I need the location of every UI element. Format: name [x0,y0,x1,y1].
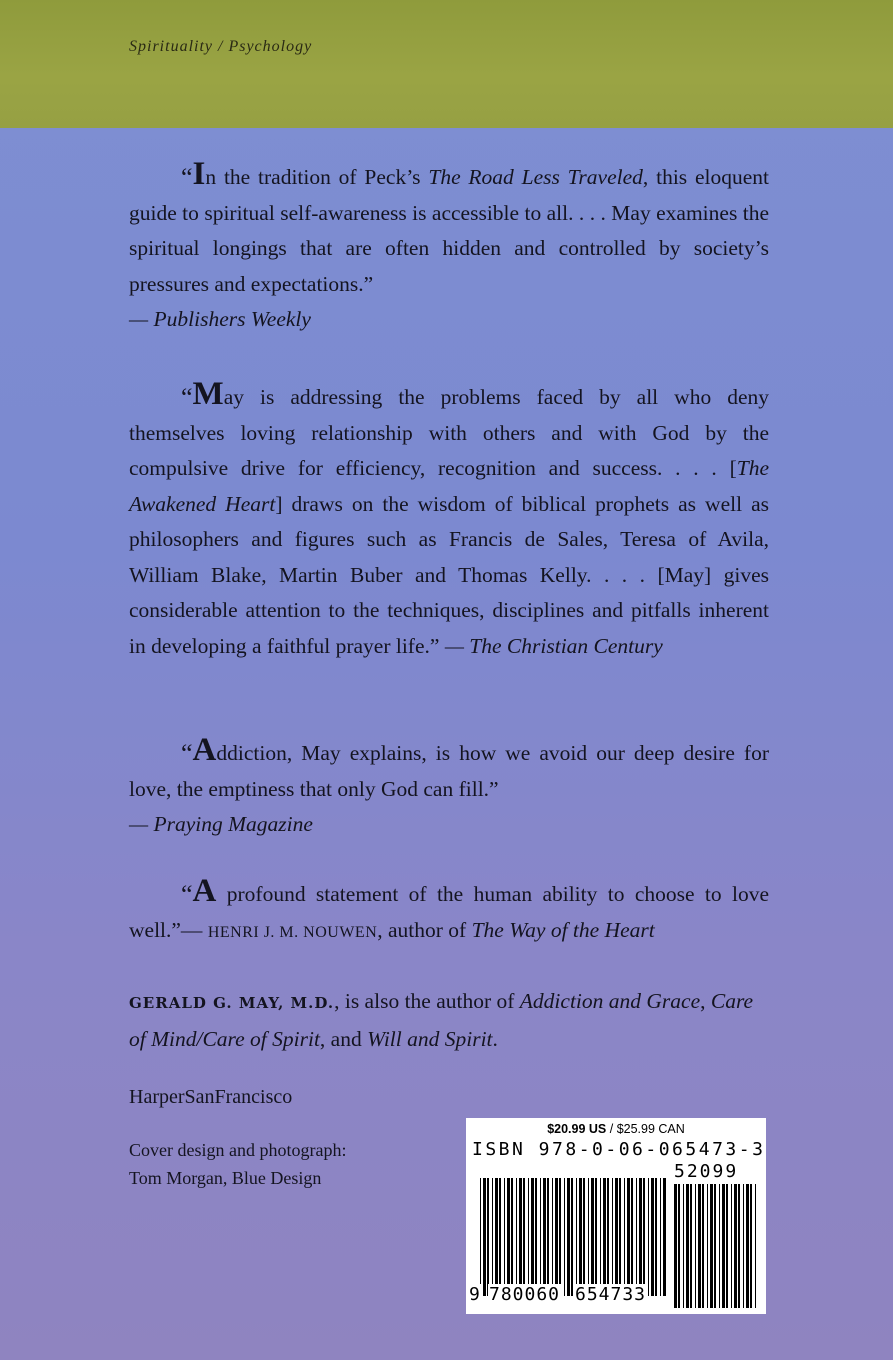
barcode-bar [690,1184,692,1308]
quote-title: The Awakened Heart [129,456,769,516]
quote-text-segment: ay is addressing the problems faced by all who deny themselves loving relationship with others and with God by the compulsive drive for efficiency, recognition and success. . . . [ [129,385,769,480]
barcode-bar [535,1178,537,1296]
barcode-bar [607,1178,609,1296]
cover-credit-line2: Tom Morgan, Blue Design [129,1168,322,1188]
barcode-bar [755,1184,756,1308]
bio-text: , and [319,1027,368,1051]
barcode-bar [636,1178,637,1296]
quote-text [129,875,769,950]
barcode-bar [660,1178,661,1296]
barcode-bar [722,1184,725,1308]
barcode-bar [595,1178,597,1296]
barcode-bar [504,1178,505,1296]
quote-text-segment: profound statement of the human ability to choose to love well.”— [129,882,769,942]
barcode-bar [528,1178,529,1296]
price-us: $20.99 US [547,1122,607,1136]
quote-text-segment: ddiction, May explains, is how we avoid our deep desire for love, the emptiness that only God can fill.” [129,741,769,801]
quote-text-segment: ] draws on the wisdom of biblical prophets as well as philosophers and figures such as Francis de Sales, Teresa of Avila, William Blake, Martin Buber and Thomas Kelly. . . . [May] gives considerable attention to the techniques, disciplines and pitfalls inherent in developing a faithful prayer life.” [129,491,769,658]
price-can: / $25.99 CAN [606,1122,685,1136]
barcode-bar [579,1178,582,1296]
barcode-bar [555,1178,558,1296]
barcode-bar [603,1178,606,1296]
barcode-bar [543,1178,546,1296]
barcode-bar [499,1178,501,1296]
barcode-bar [663,1178,666,1296]
cover-top-band [0,0,893,128]
barcode-bar [487,1178,489,1296]
barcode-bar [495,1178,498,1296]
quote-text [129,378,769,664]
barcode-bar [707,1184,708,1308]
barcode-bar [547,1178,549,1296]
barcode-bar [698,1184,701,1308]
review-quote-nouwen [129,875,769,950]
barcode-bar [483,1178,486,1296]
quote-text [129,158,769,302]
bio-text: . [492,1027,498,1051]
drop-cap-letter: A [192,732,217,768]
barcode-addon-icon [674,1184,760,1308]
barcode-bar [615,1178,618,1296]
quote-text-segment: , this eloquent guide to spiritual self-awareness is accessible to all. . . . May examines the spiritual longings that are often hidden and controlled by society’s pressures and expectations.” [129,165,769,296]
open-quote-mark: “ [181,163,193,192]
barcode-label [466,1118,766,1314]
barcode-main-icon [480,1178,666,1296]
quote-text-segment: , author of [377,917,472,942]
quote-text-segment: n the tradition of Peck’s [205,165,429,189]
barcode-bar [612,1178,613,1296]
barcode-bar [714,1184,716,1308]
barcode-bar [600,1178,601,1296]
barcode-bar [695,1184,696,1308]
barcode-bar [523,1178,525,1296]
barcode-bar [519,1178,522,1296]
author-name: GERALD G. MAY, M.D. [129,994,335,1012]
barcode-bar [552,1178,553,1296]
review-quote-praying-magazine [129,734,769,843]
bio-text: , [700,989,711,1013]
barcode-bar [591,1178,594,1296]
barcode-bar [746,1184,749,1308]
isbn-text: ISBN 978-0-06-065473-3 [472,1139,766,1160]
barcode-bar [631,1178,633,1296]
cover-credit [129,1136,346,1192]
barcode-bar [674,1184,677,1308]
barcode-bar [480,1178,481,1296]
open-quote-mark: “ [181,880,193,909]
cover-credit-line1: Cover design and photograph: [129,1140,347,1160]
barcode-digit-group2: 654733 [575,1284,647,1305]
review-quote-publishers-weekly [129,158,769,338]
drop-cap-letter: A [192,873,217,909]
barcode-digit-group1: 780060 [489,1284,561,1305]
barcode-bar [726,1184,728,1308]
price-addon-code: 52099 [674,1161,739,1182]
barcode-bar [678,1184,680,1308]
barcode-bar [627,1178,630,1296]
barcode-bar [648,1178,649,1296]
quote-text-segment: HENRI J. M. NOUWEN [207,923,378,941]
bio-text: , is also the author of [334,989,520,1013]
book-title: Will and Spirit [367,1027,493,1051]
barcode-bar [750,1184,752,1308]
barcode-bar [507,1178,510,1296]
quote-text [129,734,769,807]
barcode-bar [564,1178,565,1296]
open-quote-mark: “ [181,383,193,412]
barcode-bar [651,1178,654,1296]
barcode-bar [624,1178,625,1296]
barcode-bar [567,1178,570,1296]
barcode-bar [686,1184,689,1308]
barcode-bar [540,1178,541,1296]
barcode-bar [511,1178,513,1296]
category-label: Spirituality / Psychology [129,38,313,55]
barcode-bar [738,1184,740,1308]
barcode-bar [743,1184,744,1308]
barcode-bar [655,1178,657,1296]
barcode-bar [683,1184,684,1308]
barcode-bar [639,1178,642,1296]
review-quote-christian-century [129,378,769,664]
barcode-bar [710,1184,713,1308]
barcode-bar [559,1178,561,1296]
publisher-name: HarperSanFrancisco [129,1086,293,1108]
quote-attribution: — Publishers Weekly [129,307,311,331]
barcode-bar [516,1178,517,1296]
book-title: Care of Mind/Care of Spirit [129,989,754,1051]
quote-attribution: — Praying Magazine [129,812,313,836]
barcode-bar [588,1178,589,1296]
barcode-bar [702,1184,704,1308]
barcode-digit-first: 9 [469,1284,481,1305]
barcode-bar [734,1184,737,1308]
open-quote-mark: “ [181,739,193,768]
barcode-digits [466,1284,666,1306]
barcode-bar [619,1178,621,1296]
barcode-bar [583,1178,585,1296]
barcode-bar [492,1178,493,1296]
book-title: Addiction and Grace [519,989,701,1013]
quote-title: The Road Less Traveled [428,165,643,189]
drop-cap-letter: M [192,376,224,412]
barcode-bar [719,1184,720,1308]
quote-title: — The Christian Century [444,633,663,658]
barcode-bar [531,1178,534,1296]
author-bio [129,983,769,1057]
barcode-bar [576,1178,577,1296]
barcode-bar [731,1184,732,1308]
barcode-bar [643,1178,645,1296]
price-label [466,1122,766,1136]
drop-cap-letter: I [192,156,206,192]
barcode-bar [571,1178,573,1296]
quote-title: The Way of the Heart [471,917,655,942]
